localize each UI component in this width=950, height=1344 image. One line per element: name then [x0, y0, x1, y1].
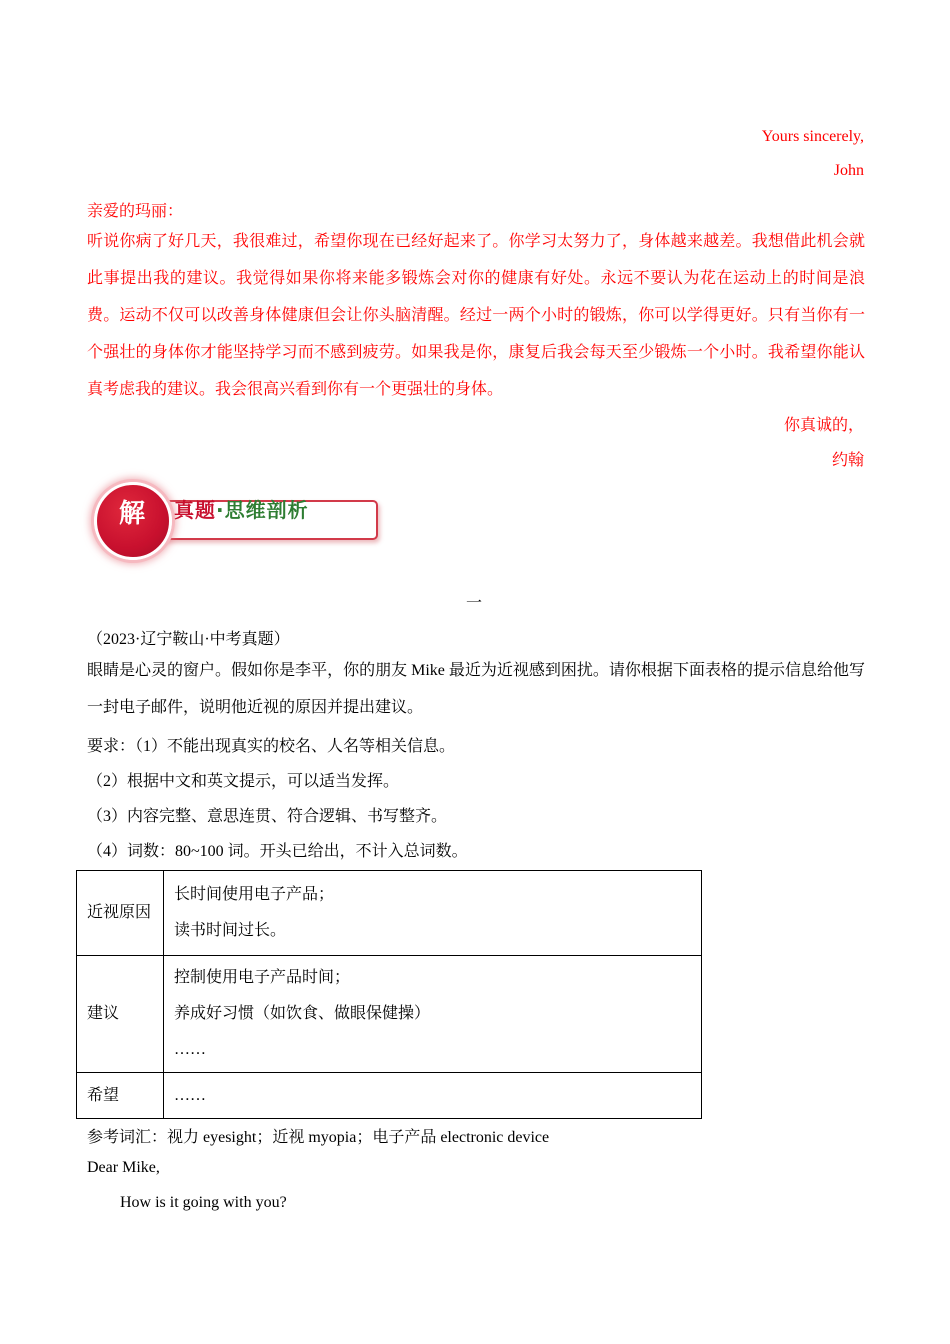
vocab-hint: 参考词汇：视力 eyesight；近视 myopia；电子产品 electronic device	[87, 1129, 550, 1146]
row-content	[164, 1073, 702, 1119]
section-number: 一	[466, 595, 483, 612]
table-row	[77, 956, 702, 1073]
table-row	[77, 1073, 702, 1119]
requirement-1: 要求：（1）不能出现真实的校名、人名等相关信息。	[87, 738, 456, 755]
signature-en: John	[833, 162, 864, 179]
question-prompt: 眼睛是心灵的窗户。假如你是李平，你的朋友 Mike 最近为近视感到困扰。请你根据下面表格的提示信息给他写一封电子邮件，说明他近视的原因并提出建议。	[87, 662, 865, 716]
row-line: 长时间使用电子产品；	[174, 886, 335, 903]
section-banner	[88, 478, 380, 560]
letter-signature: 约翰	[831, 452, 864, 469]
row-content	[164, 956, 702, 1073]
row-line: 控制使用电子产品时间；	[174, 969, 351, 986]
row-line: ……	[174, 1086, 206, 1104]
banner-title-part1: 真题	[174, 498, 216, 522]
closing-en: Yours sincerely,	[761, 128, 864, 145]
row-line: ……	[174, 1041, 206, 1058]
row-content	[164, 871, 702, 956]
email-first-line: How is it going with you?	[120, 1194, 287, 1211]
banner-title	[174, 494, 309, 523]
banner-circle	[94, 482, 172, 560]
banner-char: 解	[119, 499, 146, 529]
letter-closing: 你真诚的，	[783, 417, 864, 434]
email-greeting: Dear Mike,	[87, 1159, 160, 1176]
requirement-4: （4）词数：80~100 词。开头已给出，不计入总词数。	[87, 843, 468, 860]
requirement-2: （2）根据中文和英文提示，可以适当发挥。	[87, 773, 400, 790]
row-label: 希望	[77, 1073, 164, 1119]
requirement-3: （3）内容完整、意思连贯、符合逻辑、书写整齐。	[87, 808, 448, 825]
banner-title-part2: ·思维剖析	[216, 498, 309, 522]
table-row	[77, 871, 702, 956]
row-label: 近视原因	[77, 871, 164, 956]
row-label: 建议	[77, 956, 164, 1073]
row-line: 养成好习惯（如饮食、做眼保健操）	[174, 1005, 431, 1022]
letter-greeting: 亲爱的玛丽：	[87, 203, 184, 220]
row-line: 读书时间过长。	[174, 922, 287, 939]
letter-body: 听说你病了好几天，我很难过，希望你现在已经好起来了。你学习太努力了，身体越来越差。我想借此机会就此事提出我的建议。我觉得如果你将来能多锻炼会对你的健康有好处。永远不要认为花在运动上的时间是浪费。运动不仅可以改善身体健康但会让你头脑清醒。经过一两个小时的锻炼，你可以学得更好。只有当你有一个强壮的身体你才能坚持学习而不感到疲劳。如果我是你，康复后我会每天至少锻炼一个小时。我希望你能认真考虑我的建议。我会很高兴看到你有一个更强壮的身体。	[87, 233, 865, 398]
hint-table	[76, 870, 702, 1119]
question-source: （2023·辽宁鞍山·中考真题）	[87, 631, 290, 648]
